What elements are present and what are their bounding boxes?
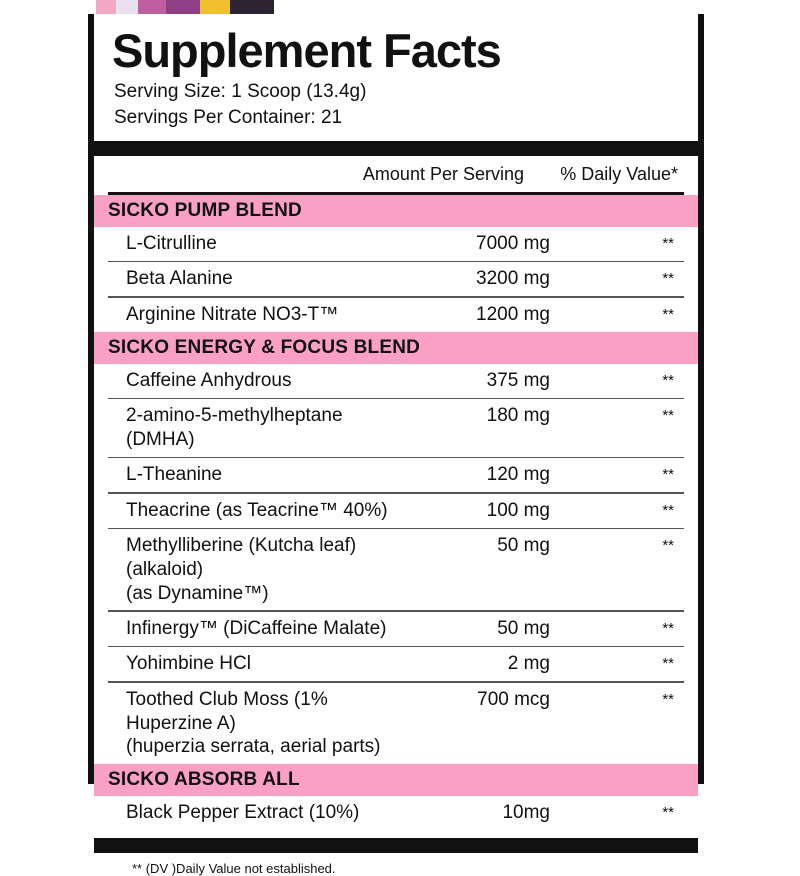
table-row	[108, 647, 684, 681]
blend-pump-rows	[94, 227, 698, 332]
ingredient-daily-value: **	[662, 804, 674, 822]
footnote-section	[94, 853, 698, 876]
ingredient-daily-value: **	[662, 234, 674, 252]
table-row	[108, 227, 684, 261]
strip-segment-purple	[166, 0, 200, 14]
blend-energy-rows	[94, 364, 698, 765]
ingredient-name: Beta Alanine	[126, 268, 233, 290]
servings-per-container-text: Servings Per Container: 21	[114, 106, 343, 128]
table-row	[108, 683, 684, 764]
ingredient-daily-value: **	[662, 501, 674, 519]
ingredient-amount: 50 mg	[497, 535, 550, 557]
ingredient-name: Black Pepper Extract (10%)	[126, 802, 360, 824]
ingredient-amount: 7000 mg	[476, 232, 550, 254]
ingredient-name-group	[108, 534, 400, 605]
ingredient-amount: 700 mcg	[477, 688, 550, 710]
ingredient-daily-value: **	[662, 466, 674, 484]
table-row	[108, 458, 684, 492]
ingredient-daily-value: **	[662, 690, 674, 708]
strip-segment-pink	[96, 0, 116, 14]
ingredient-name: Caffeine Anhydrous	[126, 369, 292, 391]
ingredient-daily-value: **	[662, 305, 674, 323]
column-headers	[94, 156, 698, 192]
ingredient-daily-value: **	[662, 655, 674, 673]
serving-size-text: Serving Size: 1 Scoop (13.4g)	[114, 81, 367, 103]
ingredient-amount: 120 mg	[486, 464, 550, 486]
ingredient-name: Arginine Nitrate NO3-T™	[126, 303, 339, 325]
ingredient-name: Toothed Club Moss (1% Huperzine A)	[126, 688, 328, 734]
table-row	[108, 796, 684, 830]
table-row	[108, 612, 684, 646]
column-header-daily-value: % Daily Value*	[560, 163, 678, 184]
ingredient-daily-value: **	[662, 270, 674, 288]
ingredient-name-group	[108, 688, 400, 759]
blend-absorb-rows	[94, 796, 698, 830]
page-title: Supplement Facts	[112, 24, 501, 77]
ingredient-name-secondary: (as Dynamine™)	[126, 582, 269, 604]
label-body	[88, 14, 704, 876]
ingredient-amount: 50 mg	[497, 617, 550, 639]
column-header-amount: Amount Per Serving	[362, 163, 524, 184]
top-color-strip	[0, 0, 800, 14]
ingredient-name: Yohimbine HCl	[126, 653, 251, 675]
ingredient-amount: 375 mg	[486, 369, 550, 391]
strip-segment-background	[274, 0, 800, 14]
ingredient-daily-value: **	[662, 407, 674, 425]
ingredient-name-secondary: (huperzia serrata, aerial parts)	[126, 736, 381, 758]
header-section	[94, 26, 698, 131]
ingredient-daily-value: **	[662, 371, 674, 389]
ingredient-name: Infinergy™ (DiCaffeine Malate)	[126, 617, 387, 639]
strip-segment-dark	[230, 0, 274, 14]
divider-thick-top	[94, 141, 698, 156]
footnote-text: ** (DV )Daily Value not established.	[132, 861, 336, 876]
blend-header-pump: SICKO PUMP BLEND	[94, 195, 698, 227]
ingredient-name: Theacrine (as Teacrine™ 40%)	[126, 499, 388, 521]
ingredient-name: L-Theanine	[126, 464, 223, 486]
table-row	[108, 529, 684, 610]
ingredient-amount: 100 mg	[486, 499, 550, 521]
ingredient-daily-value: **	[662, 537, 674, 555]
ingredient-name: L-Citrulline	[126, 232, 217, 254]
blend-header-energy-focus: SICKO ENERGY & FOCUS BLEND	[94, 332, 698, 364]
strip-segment-magenta	[138, 0, 166, 14]
table-row	[108, 494, 684, 528]
strip-segment-yellow	[200, 0, 230, 14]
ingredient-daily-value: **	[662, 619, 674, 637]
ingredient-amount: 3200 mg	[476, 268, 550, 290]
ingredient-amount: 180 mg	[486, 405, 550, 427]
table-row	[108, 262, 684, 296]
table-row	[108, 298, 684, 332]
blend-header-absorb-all: SICKO ABSORB ALL	[94, 764, 698, 796]
ingredient-name: Methylliberine (Kutcha leaf)(alkaloid)	[126, 535, 357, 580]
strip-segment-lavender	[116, 0, 138, 14]
table-row	[108, 364, 684, 398]
table-row	[108, 399, 684, 457]
strip-segment-white	[0, 0, 96, 14]
ingredient-amount: 1200 mg	[476, 303, 550, 325]
ingredient-name: 2-amino-5-methylheptane (DMHA)	[126, 405, 343, 450]
ingredient-amount: 10mg	[502, 802, 550, 824]
divider-thick-bottom	[94, 838, 698, 853]
ingredient-amount: 2 mg	[507, 653, 550, 675]
